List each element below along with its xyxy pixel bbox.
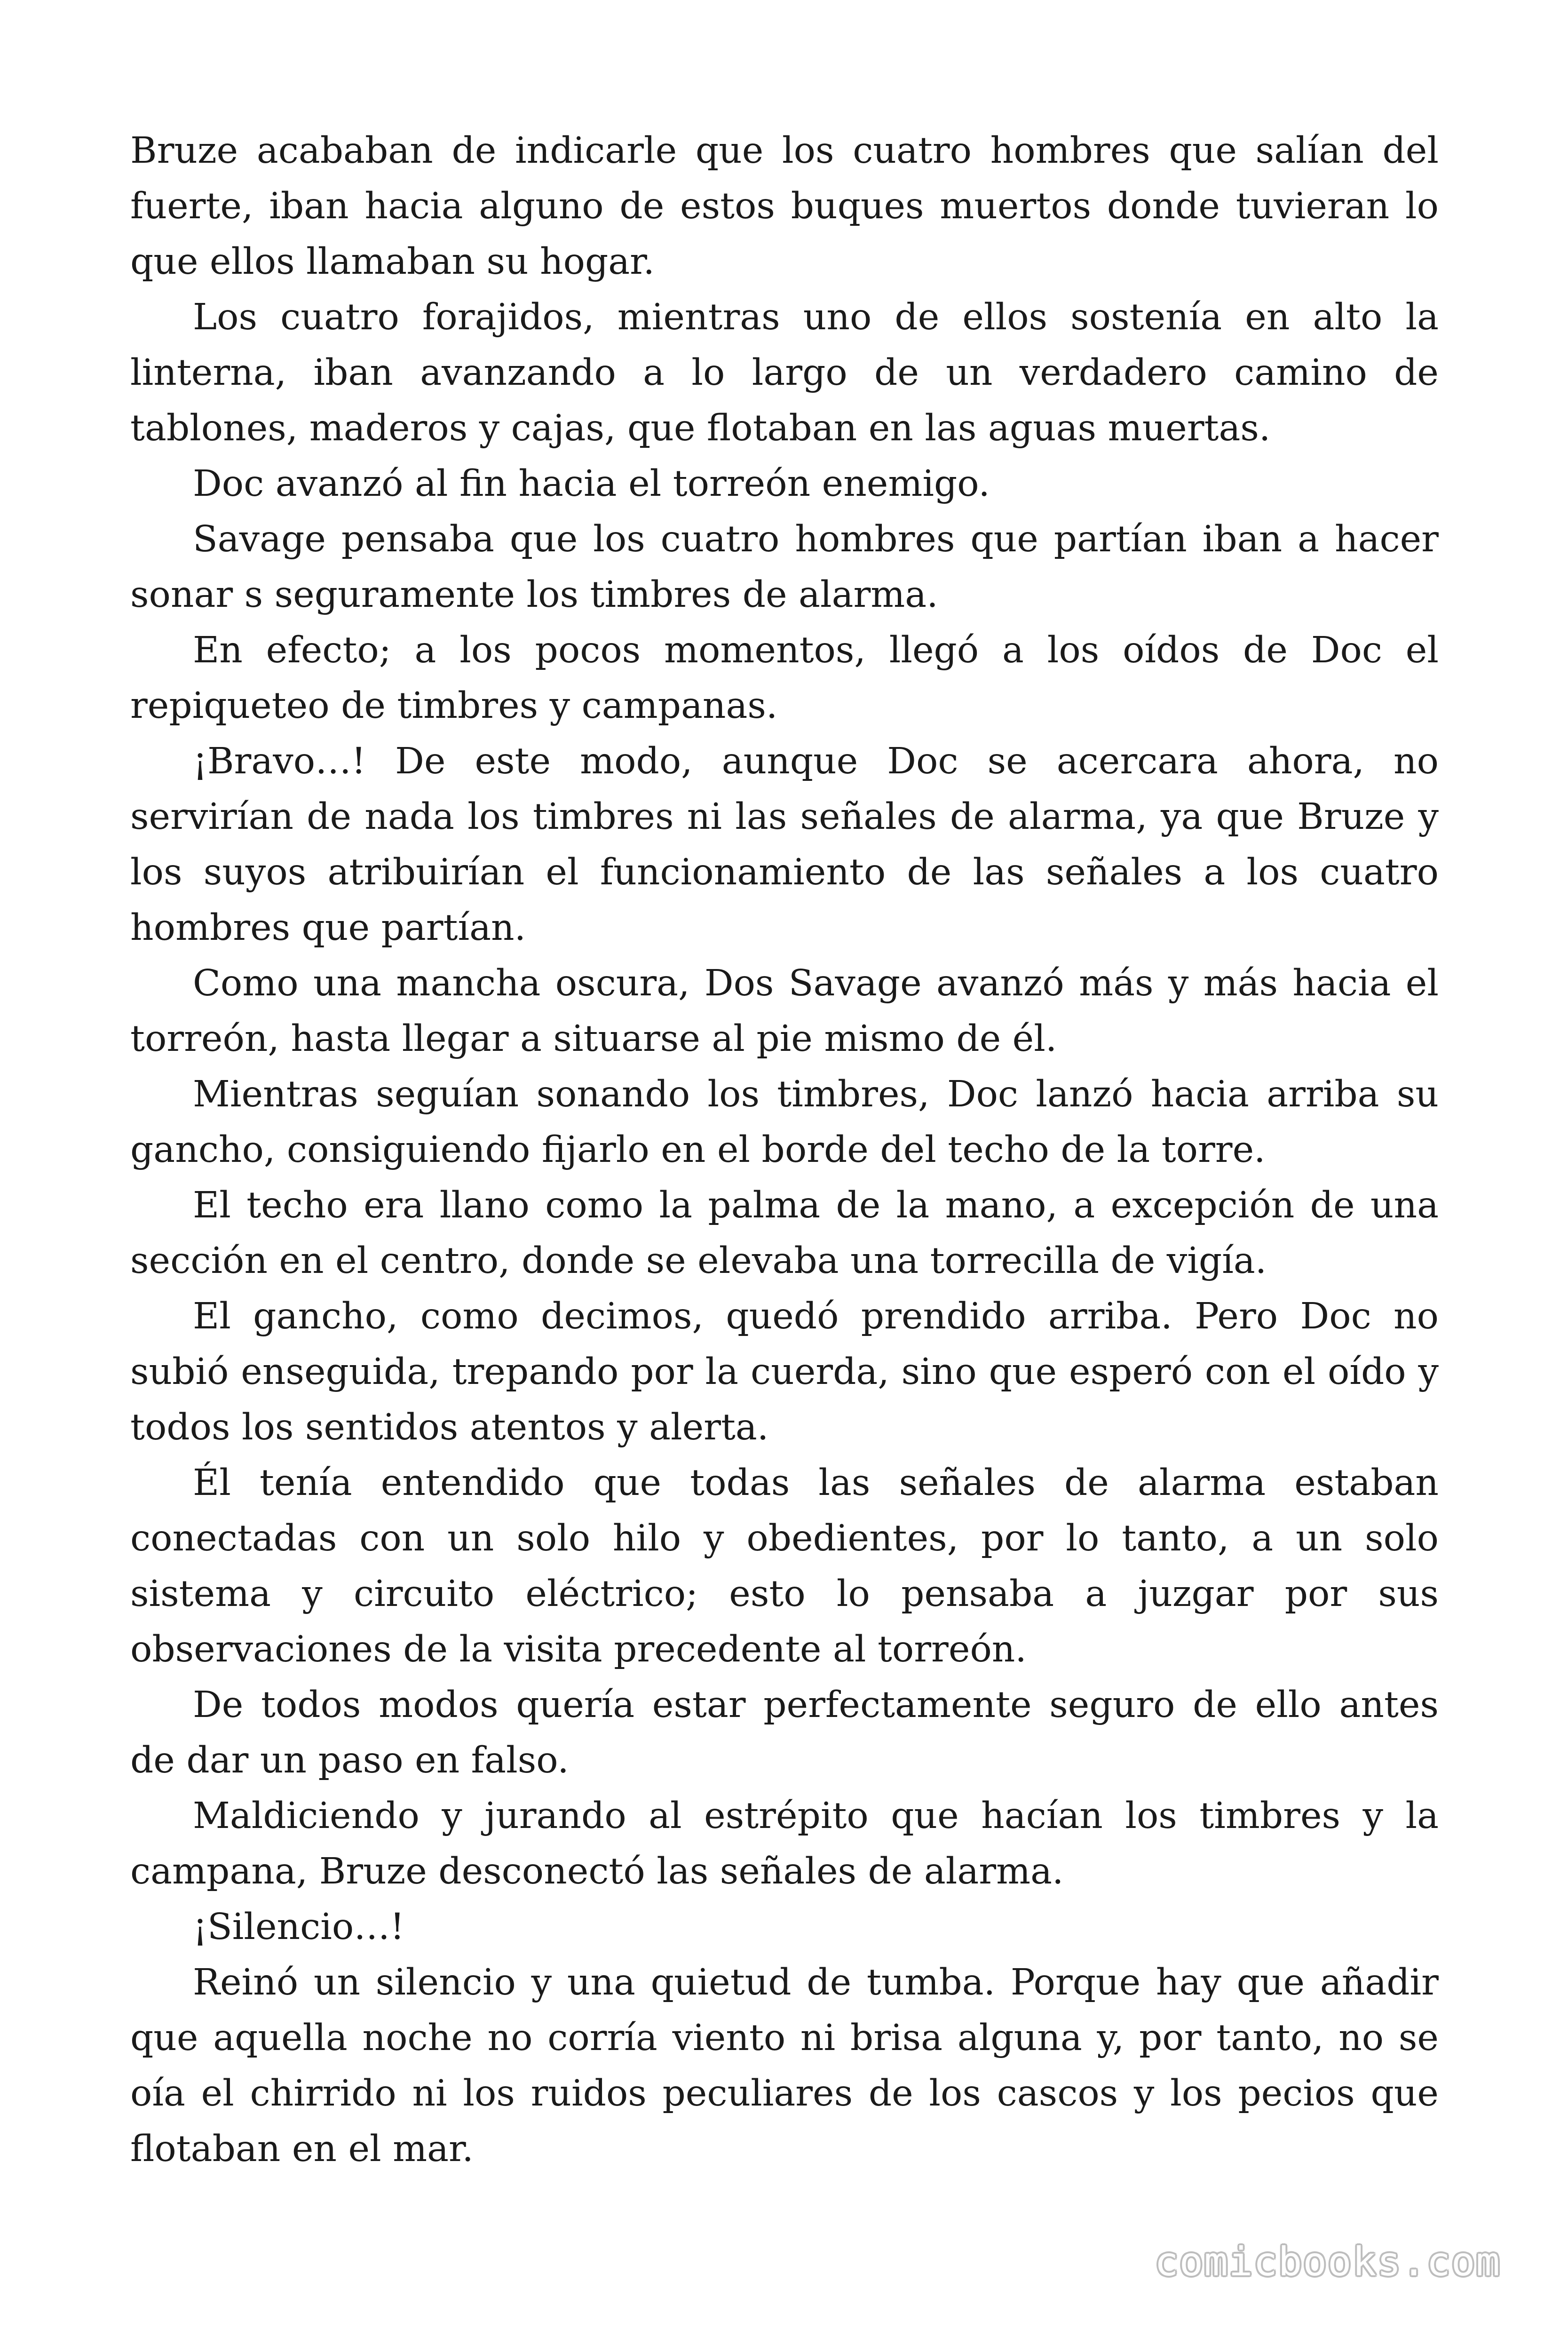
paragraph: El techo era llano como la palma de la mano, a excepción de una sección en el centro, donde se elevaba una torrecilla de vigía. — [130, 1184, 1439, 1282]
paragraph: Mientras seguían sonando los timbres, Doc lanzó hacia arriba su gancho, consiguiendo fijarlo en el borde del techo de la torre. — [130, 1073, 1439, 1171]
paragraph: Bruze acababan de indicarle que los cuatro hombres que salían del fuerte, iban hacia alguno de estos buques muertos donde tuvieran lo que ellos llamaban su hogar. — [130, 130, 1439, 283]
page-body — [130, 123, 1439, 2177]
paragraph: Savage pensaba que los cuatro hombres que partían iban a hacer sonar s seguramente los timbres de alarma. — [130, 518, 1439, 616]
paragraph: Doc avanzó al fin hacia el torreón enemigo. — [193, 463, 990, 505]
paragraph: Como una mancha oscura, Dos Savage avanzó más y más hacia el torreón, hasta llegar a situarse al pie mismo de él. — [130, 962, 1439, 1060]
paragraph: De todos modos quería estar perfectamente seguro de ello antes de dar un paso en falso. — [130, 1684, 1439, 1781]
watermark-logo: comicbooks.com — [1155, 2239, 1501, 2285]
paragraph: En efecto; a los pocos momentos, llegó a los oídos de Doc el repiqueteo de timbres y campanas. — [130, 629, 1439, 727]
paragraph: Él tenía entendido que todas las señales de alarma estaban conectadas con un solo hilo y obedientes, por lo tanto, a un solo sistema y circuito eléctrico; esto lo pensaba a juzgar por sus observaciones de la visita precedente al torreón. — [130, 1462, 1439, 1670]
paragraph: Maldiciendo y jurando al estrépito que hacían los timbres y la campana, Bruze desconectó las señales de alarma. — [130, 1795, 1439, 1892]
paragraph: ¡Bravo…! De este modo, aunque Doc se acercara ahora, no servirían de nada los timbres ni las señales de alarma, ya que Bruze y los suyos atribuirían el funcionamiento de las señales a los cuatro hombres que partían. — [130, 740, 1439, 949]
paragraph: Reinó un silencio y una quietud de tumba. Porque hay que añadir que aquella noche no corría viento ni brisa alguna y, por tanto, no se oía el chirrido ni los ruidos peculiares de los cascos y los pecios que flotaban en el mar. — [130, 1962, 1439, 2170]
paragraph: Los cuatro forajidos, mientras uno de ellos sostenía en alto la linterna, iban avanzando a lo largo de un verdadero camino de tablones, maderos y cajas, que flotaban en las aguas muertas. — [130, 296, 1439, 449]
paragraph: El gancho, como decimos, quedó prendido arriba. Pero Doc no subió enseguida, trepando por la cuerda, sino que esperó con el oído y todos los sentidos atentos y alerta. — [130, 1295, 1439, 1448]
paragraph: ¡Silencio…! — [193, 1906, 405, 1948]
